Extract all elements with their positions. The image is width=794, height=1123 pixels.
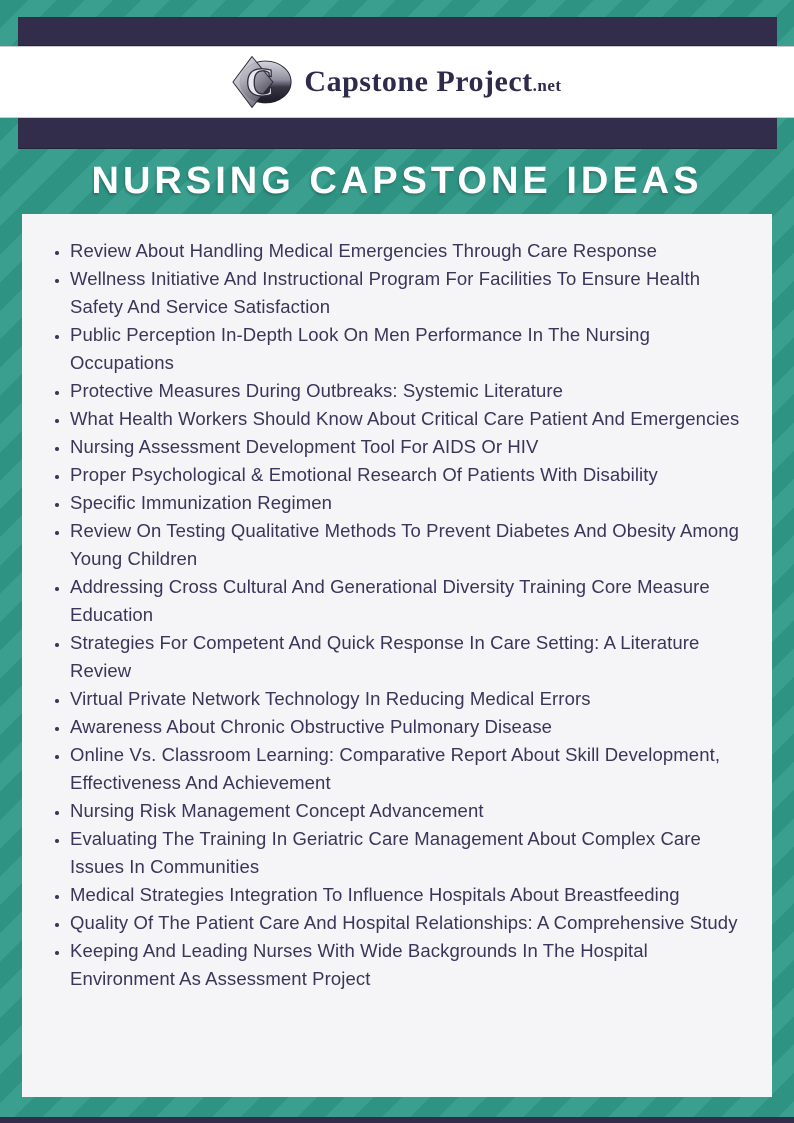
list-item: • Public Perception In-Depth Look On Men Performance In The Nursing Occupations <box>70 321 746 377</box>
list-item: • Specific Immunization Regimen <box>70 489 746 517</box>
lower-navy-bar <box>18 118 777 149</box>
svg-text:C: C <box>246 59 276 105</box>
logo <box>232 55 561 109</box>
title-band <box>0 149 794 214</box>
list-item: • Quality Of The Patient Care And Hospital Relationships: A Comprehensive Study <box>70 909 746 937</box>
list-item: • Addressing Cross Cultural And Generational Diversity Training Core Measure Education <box>70 573 746 629</box>
list-item: • Online Vs. Classroom Learning: Comparative Report About Skill Development, Effectiveness And Achievement <box>70 741 746 797</box>
list-item: • Evaluating The Training In Geriatric Care Management About Complex Care Issues In Communities <box>70 825 746 881</box>
top-teal-strip <box>0 0 794 17</box>
page-title: NURSING CAPSTONE IDEAS <box>91 160 703 202</box>
list-item: • Nursing Assessment Development Tool For AIDS Or HIV <box>70 433 746 461</box>
list-item: • Awareness About Chronic Obstructive Pulmonary Disease <box>70 713 746 741</box>
bottom-navy-strip <box>0 1117 794 1123</box>
ideas-card <box>22 214 772 1097</box>
list-item: • What Health Workers Should Know About Critical Care Patient And Emergencies <box>70 405 746 433</box>
list-item: • Protective Measures During Outbreaks: Systemic Literature <box>70 377 746 405</box>
list-item: • Virtual Private Network Technology In Reducing Medical Errors <box>70 685 746 713</box>
list-item: • Keeping And Leading Nurses With Wide Backgrounds In The Hospital Environment As Assessment Project <box>70 937 746 993</box>
list-item: • Medical Strategies Integration To Influence Hospitals About Breastfeeding <box>70 881 746 909</box>
ideas-list <box>22 237 772 993</box>
list-item: • Proper Psychological & Emotional Research Of Patients With Disability <box>70 461 746 489</box>
logo-band <box>0 46 794 118</box>
logo-tld: .net <box>532 76 562 95</box>
logo-text <box>304 65 561 99</box>
capstone-gem-icon <box>232 55 292 109</box>
list-item: • Wellness Initiative And Instructional Program For Facilities To Ensure Health Safety And Service Satisfaction <box>70 265 746 321</box>
list-item: • Review About Handling Medical Emergencies Through Care Response <box>70 237 746 265</box>
logo-brand: Capstone Project <box>304 65 533 98</box>
top-navy-bar <box>18 17 777 46</box>
list-item: • Review On Testing Qualitative Methods To Prevent Diabetes And Obesity Among Young Children <box>70 517 746 573</box>
list-item: • Strategies For Competent And Quick Response In Care Setting: A Literature Review <box>70 629 746 685</box>
list-item: • Nursing Risk Management Concept Advancement <box>70 797 746 825</box>
